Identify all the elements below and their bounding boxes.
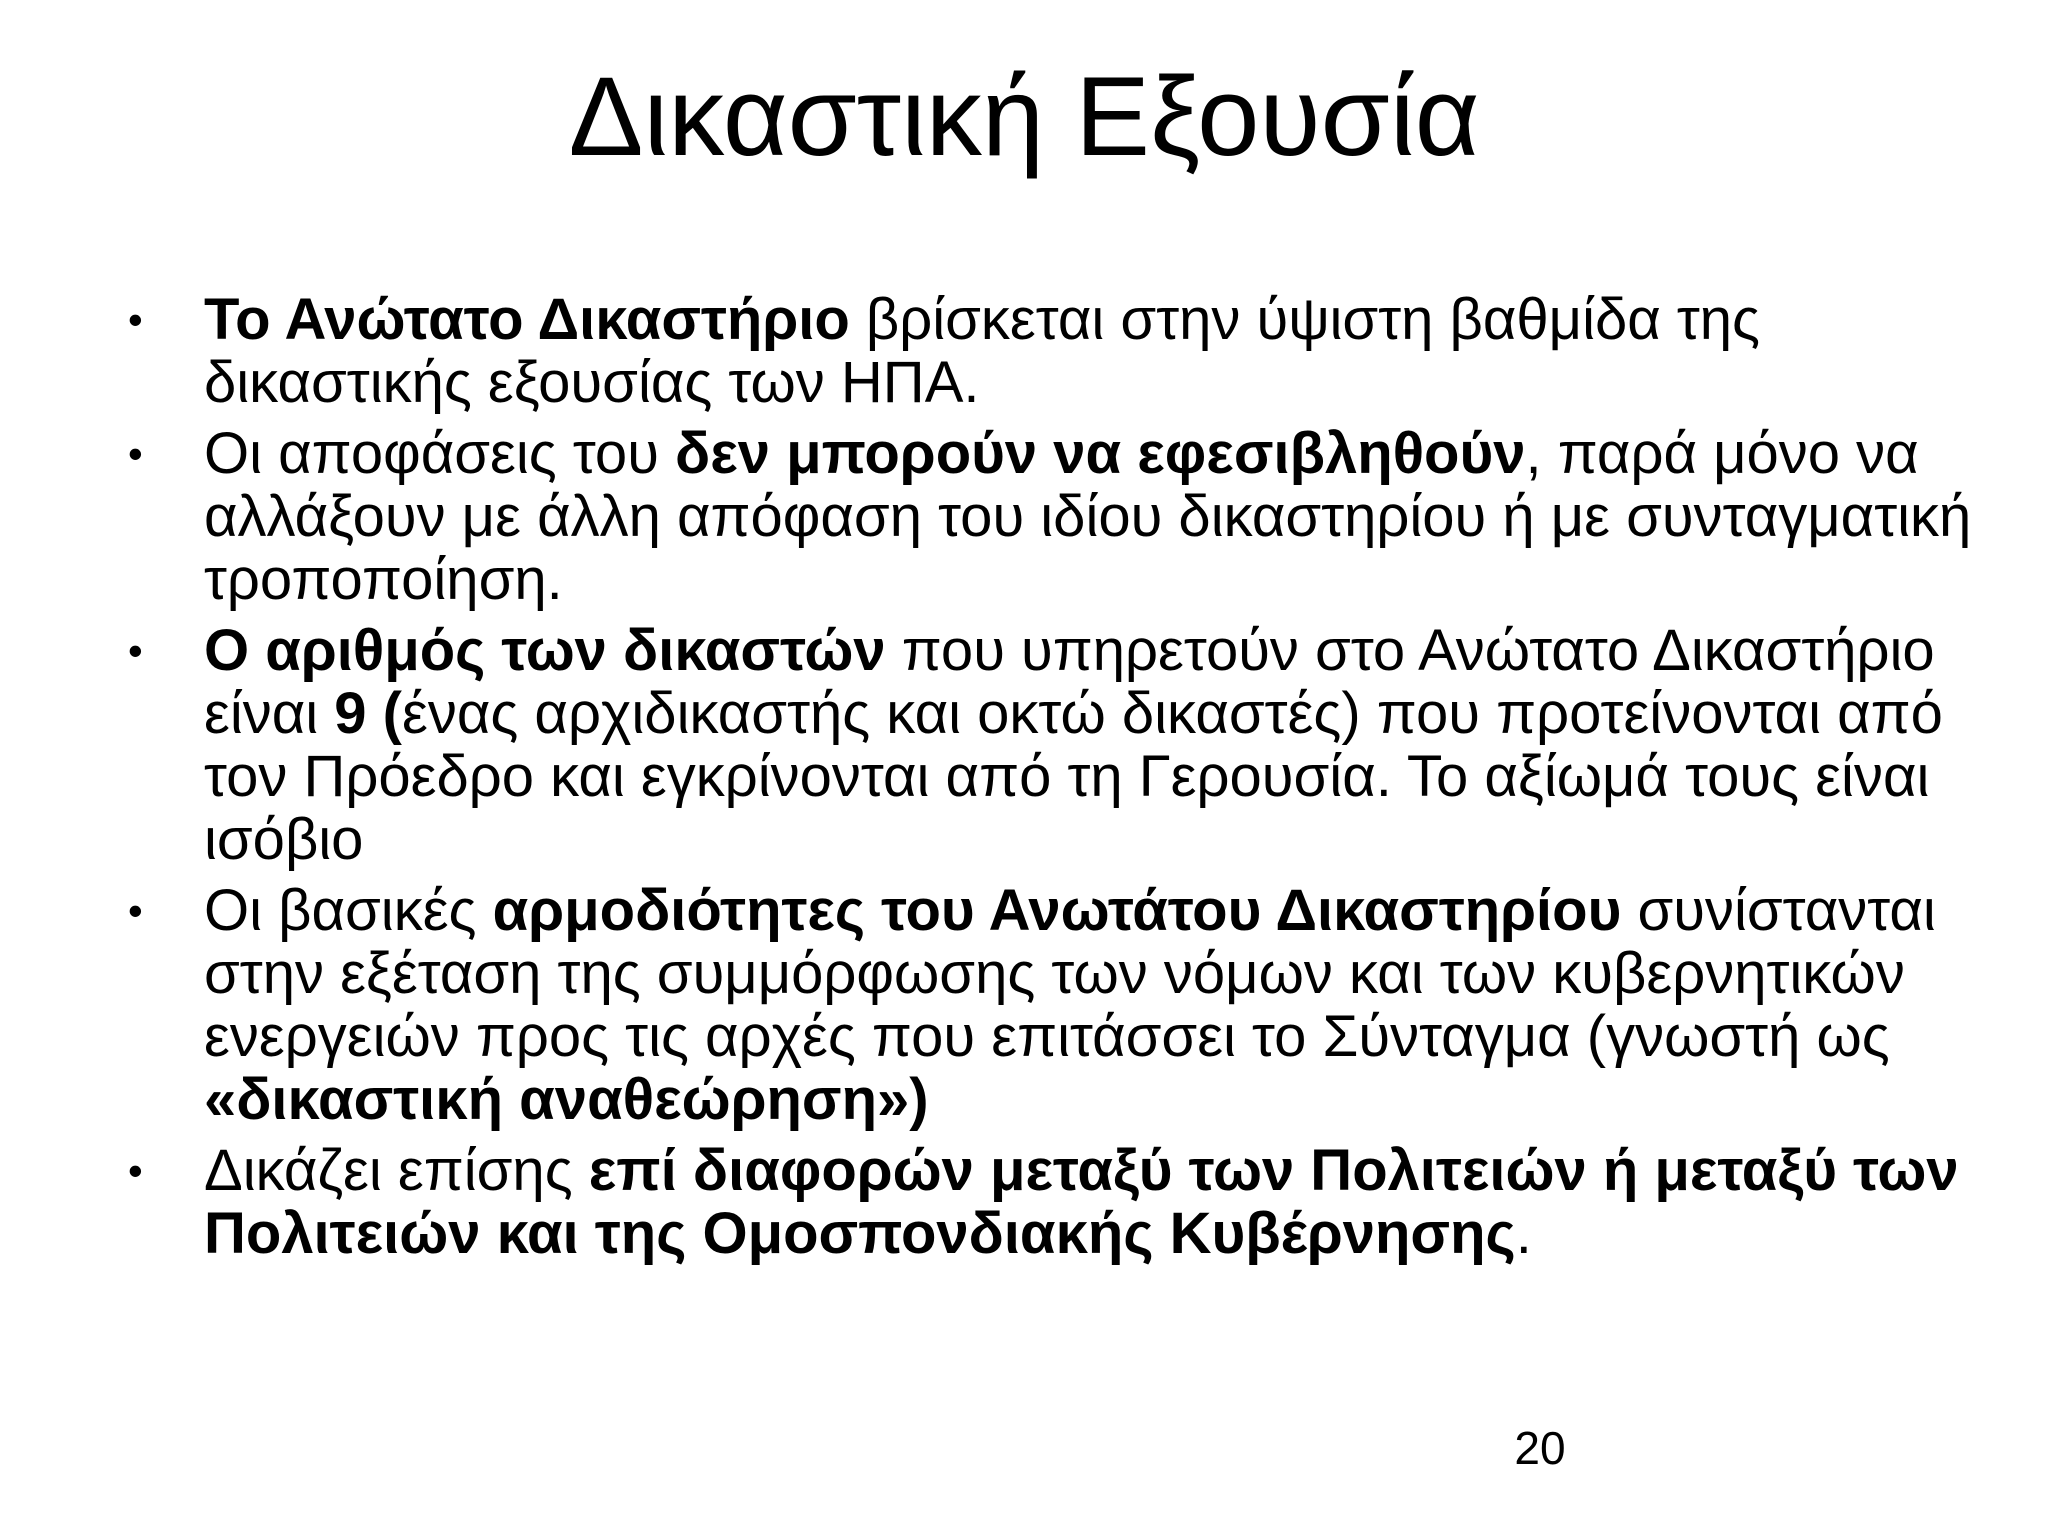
bullet-icon: • [128,296,143,343]
bold-run: Ο αριθμός των δικαστών [204,618,886,683]
bullet-item-1 [128,288,1988,414]
bold-run: δεν μπορούν να εφεσιβληθούν [675,421,1526,486]
text-run: Οι βασικές [204,878,493,943]
bullet-item-4 [128,879,1988,1131]
bold-run: αρμοδιότητες του Ανωτάτου Δικαστηρίου [492,878,1622,943]
text-run: Δικάζει επίσης [204,1138,589,1203]
bold-run: «δικαστική αναθεώρηση») [204,1067,929,1132]
bullet-icon: • [128,1147,143,1194]
bullet-icon: • [128,627,143,674]
bullet-item-3 [128,619,1988,871]
bullet-text [204,1138,1959,1266]
bullet-icon: • [128,430,143,477]
bullet-text [204,878,1936,1132]
text-run: συνίστανται στην εξέταση της συμμόρφωσης των νόμων και των κυβερνητικών ενεργειών προς τις αρχές που επιτάσσει το Σύνταγμα (γνωστή ως [204,878,1936,1069]
text-run: που υπηρετούν στο Ανώτατο Δικαστήριο είναι [204,618,1935,746]
text-run: ένας αρχιδικαστής και οκτώ δικαστές) που προτείνονται από τον Πρόεδρο και εγκρίνονται από τη Γερουσία. Το αξίωμά τους είναι ισόβιο [204,681,1943,872]
text-run: βρίσκεται στην ύψιστη βαθμίδα της δικαστικής εξουσίας των ΗΠΑ. [204,287,1761,415]
bold-run: 9 ( [334,681,402,746]
bullet-item-5 [128,1139,1988,1265]
bold-run: επί διαφορών μεταξύ των Πολιτειών ή μεταξύ των Πολιτειών και της Ομοσπονδιακής Κυβέρνησης [204,1138,1959,1266]
bold-run: Το Ανώτατο Δικαστήριο [204,287,850,352]
page-number: 20 [1514,1422,1566,1474]
bullet-icon: • [128,887,143,934]
text-run: Οι αποφάσεις του [204,421,676,486]
bullet-text [204,287,1760,415]
bullet-text [204,618,1943,872]
bullet-text [204,421,1971,612]
bullet-item-2 [128,422,1988,611]
text-run: . [1515,1201,1532,1266]
text-run: , παρά μόνο να αλλάξουν με άλλη απόφαση του ιδίου δικαστηρίου ή με συνταγματική τροποποίηση. [204,421,1972,612]
bullet-list [128,288,1988,1273]
slide-title: Δικαστική Εξουσία [568,54,1480,179]
